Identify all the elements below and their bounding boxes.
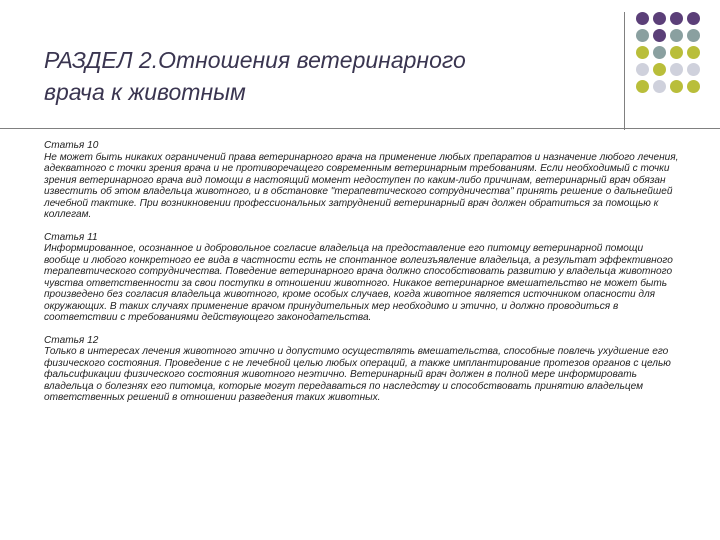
decorative-dot [670, 29, 683, 42]
decorative-dot [636, 46, 649, 59]
decorative-dot [687, 29, 700, 42]
article-heading: Статья 10 [44, 140, 99, 151]
decorative-dot [670, 63, 683, 76]
slide-content [44, 140, 680, 415]
article-11 [44, 232, 680, 324]
decorative-dot [653, 29, 666, 42]
decorative-dot [636, 80, 649, 93]
decorative-dot [687, 12, 700, 25]
decorative-dot [653, 80, 666, 93]
article-body: Только в интересах лечения животного этично и допустимо осуществлять вмешательства, способные повлечь ухудшение его физического состояния. Проведение с не лечебной целью любых операций, а также имплантирование протезов органов с целью фальсификации физического состояния животного неэтично. Ветеринарный врач должен в полной мере информировать владельца о болезнях его питомца, которые могут передаваться по наследству и способствовать принятию владельцем ответственных решений в отношении разведения таких животных. [44, 346, 671, 403]
article-body: Не может быть никаких ограничений права ветеринарного врача на применение любых препаратов и назначение любого лечения, адекватного с точки зрения врача и не противоречащего современным ветеринарным требованиям. Если необходимый с точки зрения ветеринарного врача вид помощи в настоящий момент недоступен по каким-либо причинам, ветеринарный врач обязан известить об этом владельца животного, и в обстановке "терапевтического сотрудничества" принять решение о дальнейшей лечебной тактике. При возникновении профессиональных затруднений ветеринарный врач должен обратиться за помощью к коллегам. [44, 151, 679, 220]
decorative-dot [636, 29, 649, 42]
decorative-dot [687, 46, 700, 59]
decorative-dot [653, 63, 666, 76]
slide-title-line-1: РАЗДЕЛ 2.Отношения ветеринарного [44, 47, 466, 73]
decorative-dot-grid [636, 12, 720, 108]
article-12 [44, 335, 680, 404]
title-divider-vertical [624, 12, 625, 130]
decorative-dot [687, 80, 700, 93]
title-divider-horizontal [0, 128, 720, 129]
article-heading: Статья 12 [44, 334, 99, 346]
article-heading: Статья 11 [44, 231, 98, 243]
decorative-dot [653, 12, 666, 25]
decorative-dot [670, 12, 683, 25]
decorative-dot [670, 46, 683, 59]
decorative-dot [670, 80, 683, 93]
decorative-dot [636, 63, 649, 76]
decorative-dot [687, 63, 700, 76]
slide-title [44, 44, 604, 108]
decorative-dot [653, 46, 666, 59]
article-body: Информированное, осознанное и добровольное согласие владельца на предоставление его питомцу ветеринарной помощи вообще и любого конкретного ее вида в частности есть не спонтанное волеизъявление владельца, а результат эффективного терапевтического сотрудничества. Поведение ветеринарного врача должно способствовать развитию у владельца животного чувства ответственности за свои поступки в отношении животного. Никакое ветеринарное вмешательство не может быть произведено без согласия владельца животного, кроме особых случаев, когда животное является источником опасности для окружающих. В таких случаях применение врачом принудительных мер необходимо и этично, и должно проводиться в соответствии с требованиями действующего законодательства. [44, 243, 673, 323]
slide-title-line-2: врача к животным [44, 79, 246, 105]
article-10 [44, 140, 680, 221]
decorative-dot [636, 12, 649, 25]
